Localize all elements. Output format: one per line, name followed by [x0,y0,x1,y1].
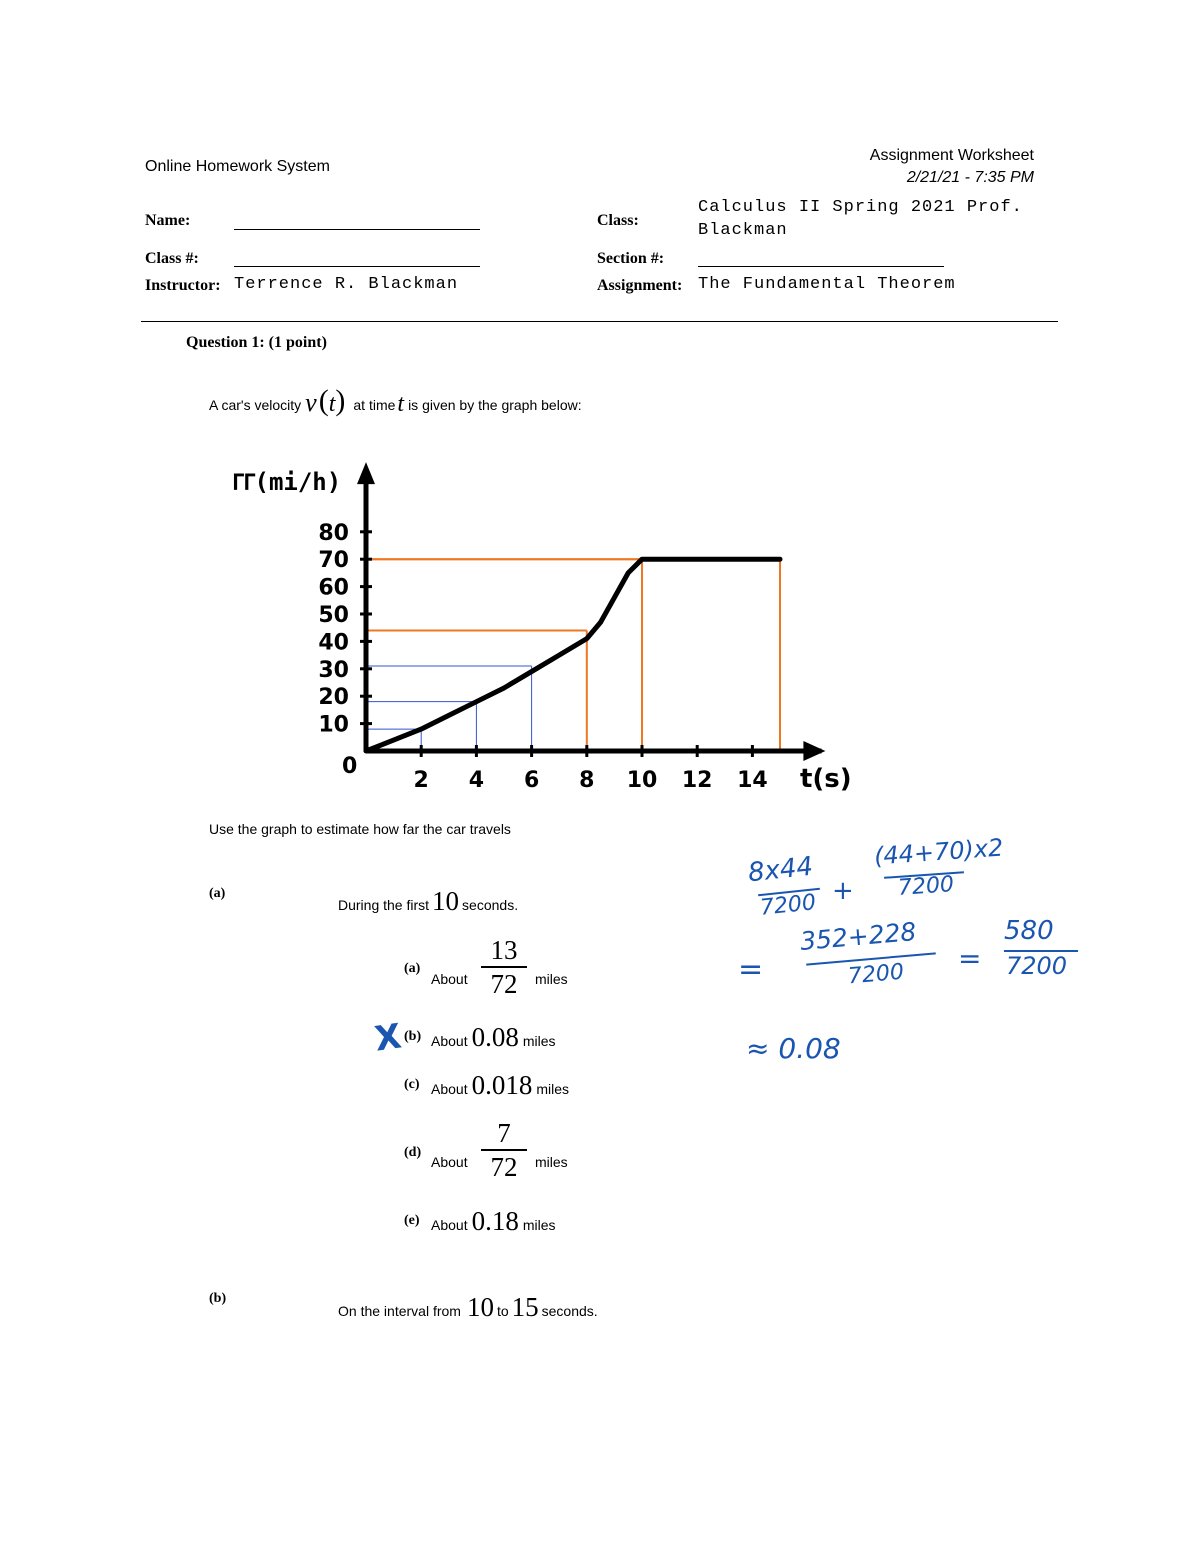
option-d-prefix: About [431,1154,468,1170]
instructor-value: Terrence R. Blackman [234,275,459,294]
chart-xlabel: t(s) [800,764,852,794]
assignment-label: Assignment: [597,277,683,294]
prompt-var: v [305,388,317,417]
assignment-value: The Fundamental Theorem [698,275,956,294]
handwriting-term2-num: (44+70)x2 [873,833,1005,871]
handwriting-term2-den: 7200 [897,872,955,901]
handwriting-plus: + [832,876,854,906]
x-tick-label-4: 4 [468,768,485,793]
worksheet-datetime: 2/21/21 - 7:35 PM [906,169,1034,186]
prompt-var2: t [397,391,405,417]
part-b-label: (b) [209,1291,227,1306]
instructor-label: Instructor: [145,277,221,294]
option-e-body: About 0.18 miles [431,1206,556,1236]
system-name: Online Homework System [145,158,330,175]
part-b-prompt: On the interval from 10 to 15 seconds. [338,1292,598,1322]
option-a-suffix: miles [535,971,568,987]
option-a-label: (a) [404,961,421,976]
y-tick-label-60: 60 [318,575,349,601]
prompt-paren-close: ) [335,384,346,417]
chart-series [366,559,780,751]
chart-axes [357,462,825,761]
prompt-paren-open: ( [318,384,329,417]
part-a-label: (a) [209,886,226,901]
question-title: Question 1: (1 point) [186,334,327,351]
handwriting-term4-num: 580 [1004,916,1054,946]
section-label: Section #: [597,250,665,267]
y-axis-arrow [357,462,375,484]
option-c-label: (c) [404,1077,420,1092]
x-tick-label-10: 10 [626,768,658,793]
classnum-label: Class #: [145,250,199,267]
chart-reference-lines [366,559,780,751]
prompt-mid: at time [353,397,396,413]
chart-ylabel-symbol: ΓΓ [232,471,255,496]
velocity-line-0 [366,559,780,751]
handwriting-approx-result: ≈ 0.08 [746,1032,841,1065]
y-tick-label-80: 80 [318,520,349,546]
y-tick-label-40: 40 [318,630,349,656]
option-b-body: About 0.08 miles [431,1022,556,1052]
prompt-arg: t [328,391,336,417]
handwriting-equals-2: = [958,942,982,975]
x-tick-label-12: 12 [681,768,713,793]
handwriting-term4-den: 7200 [1006,952,1068,980]
option-a-fraction: 13 72 [481,935,527,999]
x-tick-label-8: 8 [579,768,595,793]
option-a-prefix: About [431,971,468,987]
chart-origin-label: 0 [342,754,358,779]
y-tick-label-10: 10 [318,712,349,738]
chart-ylabel: ΓΓ(mi/h) [232,468,342,496]
handwriting-term3-num: 352+228 [798,916,918,957]
instruction-text: Use the graph to estimate how far the car travels [209,821,511,837]
option-c-body: About 0.018 miles [431,1070,570,1100]
y-tick-label-70: 70 [318,548,349,574]
prompt-before: A car's velocity [209,397,302,413]
handwriting-term3-den: 7200 [847,959,905,990]
class-value-line2: Blackman [698,221,788,240]
y-tick-label-20: 20 [318,685,349,711]
class-label: Class: [597,212,639,229]
part-a-prompt: During the first 10 seconds. [338,886,519,916]
option-d-label: (d) [404,1145,422,1160]
x-tick-label-2: 2 [413,768,429,793]
class-value-line1: Calculus II Spring 2021 Prof. [698,198,1023,217]
handwriting-equals-1: = [738,952,764,987]
x-tick-label-6: 6 [523,768,540,793]
name-label: Name: [145,212,191,229]
y-tick-label-50: 50 [318,603,349,628]
option-d-suffix: miles [535,1154,568,1170]
option-b-label: (b) [404,1029,422,1044]
y-tick-label-30: 30 [318,657,349,683]
handwritten-x-mark: X [372,1016,404,1060]
handwriting-term1-num: 8x44 [746,851,815,889]
prompt-after: is given by the graph below: [408,397,582,413]
option-d-fraction: 7 72 [481,1118,527,1182]
worksheet-title: Assignment Worksheet [869,147,1034,164]
handwriting-term1-den: 7200 [758,890,818,921]
x-axis-arrow [803,741,825,761]
x-tick-label-14: 14 [737,768,768,793]
option-e-label: (e) [404,1213,420,1228]
